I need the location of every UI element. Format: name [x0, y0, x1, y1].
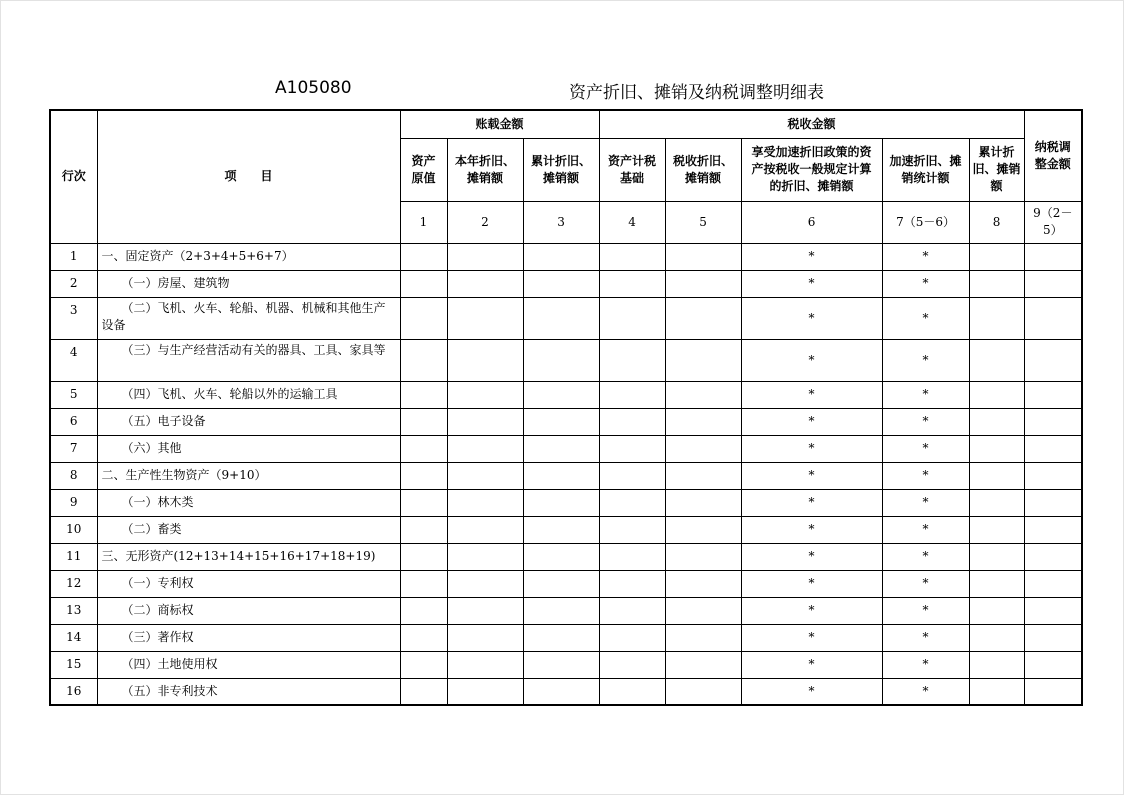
disabled-cell-col-6: *	[741, 297, 882, 339]
row-item-label: （六）其他	[97, 435, 400, 462]
header-col-8-label: 累计折旧、摊销额	[972, 145, 1021, 193]
header-col-6-label: 享受加速折旧政策的资产按税收一般规定计算的折旧、摊销额	[751, 145, 872, 193]
header-col-3-label: 累计折旧、摊销额	[531, 153, 592, 185]
input-cell-col-3[interactable]	[523, 297, 599, 339]
input-cell-col-8[interactable]	[969, 270, 1024, 297]
disabled-cell-col-7: *	[882, 597, 969, 624]
input-cell-col-3[interactable]	[523, 381, 599, 408]
header-tax-adjustment	[1024, 110, 1082, 201]
header-col-1-label: 资产原值	[411, 153, 436, 185]
header-item: 项 目	[97, 110, 400, 243]
header-col-4	[599, 138, 665, 201]
input-cell-col-2[interactable]	[447, 297, 523, 339]
input-cell-col-9[interactable]	[1024, 297, 1082, 339]
col-number-5: 5	[665, 201, 741, 243]
input-cell-col-8[interactable]	[969, 381, 1024, 408]
disabled-cell-col-6: *	[741, 381, 882, 408]
row-item-label: （一）专利权	[97, 570, 400, 597]
input-cell-col-9[interactable]	[1024, 270, 1082, 297]
header-col-2-label: 本年折旧、摊销额	[454, 153, 515, 185]
input-cell-col-1[interactable]	[400, 543, 447, 570]
row-number: 15	[50, 651, 97, 678]
disabled-cell-col-6: *	[741, 243, 882, 270]
row-number: 3	[50, 297, 97, 339]
input-cell-col-1[interactable]	[400, 678, 447, 705]
table-row	[50, 243, 1082, 270]
table-row	[50, 339, 1082, 381]
col-number-9-label: 9（2－5）	[1033, 206, 1073, 237]
row-number: 7	[50, 435, 97, 462]
input-cell-col-8[interactable]	[969, 651, 1024, 678]
input-cell-col-4[interactable]	[599, 339, 665, 381]
table-row	[50, 543, 1082, 570]
input-cell-col-3[interactable]	[523, 339, 599, 381]
table-row	[50, 297, 1082, 339]
row-item-label: 一、固定资产（2+3+4+5+6+7）	[97, 243, 400, 270]
input-cell-col-1[interactable]	[400, 270, 447, 297]
input-cell-col-5[interactable]	[665, 243, 741, 270]
header-tax-amount: 税收金额	[599, 110, 1024, 138]
input-cell-col-1[interactable]	[400, 516, 447, 543]
col-number-3: 3	[523, 201, 599, 243]
input-cell-col-4[interactable]	[599, 597, 665, 624]
col-number-8: 8	[969, 201, 1024, 243]
disabled-cell-col-7: *	[882, 516, 969, 543]
input-cell-col-1[interactable]	[400, 597, 447, 624]
input-cell-col-4[interactable]	[599, 516, 665, 543]
disabled-cell-col-6: *	[741, 489, 882, 516]
header-col-1	[400, 138, 447, 201]
input-cell-col-4[interactable]	[599, 462, 665, 489]
input-cell-col-4[interactable]	[599, 570, 665, 597]
depreciation-table	[49, 109, 1083, 706]
input-cell-col-9[interactable]	[1024, 543, 1082, 570]
input-cell-col-5[interactable]	[665, 297, 741, 339]
input-cell-col-5[interactable]	[665, 270, 741, 297]
input-cell-col-8[interactable]	[969, 570, 1024, 597]
input-cell-col-2[interactable]	[447, 624, 523, 651]
input-cell-col-3[interactable]	[523, 678, 599, 705]
input-cell-col-3[interactable]	[523, 651, 599, 678]
header-book-amount: 账载金额	[400, 110, 599, 138]
disabled-cell-col-6: *	[741, 624, 882, 651]
input-cell-col-2[interactable]	[447, 570, 523, 597]
col-number-7: 7（5－6）	[882, 201, 969, 243]
input-cell-col-1[interactable]	[400, 297, 447, 339]
input-cell-col-4[interactable]	[599, 678, 665, 705]
header-col-8	[969, 138, 1024, 201]
table-row	[50, 516, 1082, 543]
input-cell-col-1[interactable]	[400, 435, 447, 462]
row-item-label: （四）土地使用权	[97, 651, 400, 678]
input-cell-col-3[interactable]	[523, 624, 599, 651]
row-item-label: （一）林木类	[97, 489, 400, 516]
disabled-cell-col-6: *	[741, 408, 882, 435]
input-cell-col-5[interactable]	[665, 381, 741, 408]
input-cell-col-2[interactable]	[447, 339, 523, 381]
disabled-cell-col-6: *	[741, 678, 882, 705]
disabled-cell-col-7: *	[882, 489, 969, 516]
table-row	[50, 597, 1082, 624]
input-cell-col-2[interactable]	[447, 270, 523, 297]
form-code: A105080	[275, 78, 352, 98]
disabled-cell-col-7: *	[882, 651, 969, 678]
disabled-cell-col-6: *	[741, 597, 882, 624]
disabled-cell-col-7: *	[882, 381, 969, 408]
input-cell-col-9[interactable]	[1024, 570, 1082, 597]
input-cell-col-8[interactable]	[969, 408, 1024, 435]
table-row	[50, 462, 1082, 489]
header-col-2	[447, 138, 523, 201]
disabled-cell-col-6: *	[741, 270, 882, 297]
table-row	[50, 570, 1082, 597]
row-number: 13	[50, 597, 97, 624]
input-cell-col-9[interactable]	[1024, 243, 1082, 270]
disabled-cell-col-7: *	[882, 570, 969, 597]
input-cell-col-9[interactable]	[1024, 408, 1082, 435]
col-number-6: 6	[741, 201, 882, 243]
input-cell-col-4[interactable]	[599, 381, 665, 408]
row-item-label: 三、无形资产(12+13+14+15+16+17+18+19)	[97, 543, 400, 570]
table-row	[50, 381, 1082, 408]
input-cell-col-8[interactable]	[969, 597, 1024, 624]
input-cell-col-2[interactable]	[447, 543, 523, 570]
input-cell-col-5[interactable]	[665, 462, 741, 489]
input-cell-col-5[interactable]	[665, 408, 741, 435]
table-row	[50, 270, 1082, 297]
input-cell-col-8[interactable]	[969, 462, 1024, 489]
input-cell-col-8[interactable]	[969, 678, 1024, 705]
row-number: 11	[50, 543, 97, 570]
input-cell-col-8[interactable]	[969, 624, 1024, 651]
input-cell-col-8[interactable]	[969, 435, 1024, 462]
row-number: 2	[50, 270, 97, 297]
row-item-label: （一）房屋、建筑物	[97, 270, 400, 297]
input-cell-col-9[interactable]	[1024, 381, 1082, 408]
row-item-label: （三）著作权	[97, 624, 400, 651]
row-number: 16	[50, 678, 97, 705]
row-number: 9	[50, 489, 97, 516]
input-cell-col-5[interactable]	[665, 597, 741, 624]
input-cell-col-5[interactable]	[665, 570, 741, 597]
header-col-4-label: 资产计税基础	[608, 153, 657, 185]
header-col-6	[741, 138, 882, 201]
input-cell-col-4[interactable]	[599, 408, 665, 435]
input-cell-col-2[interactable]	[447, 462, 523, 489]
disabled-cell-col-7: *	[882, 297, 969, 339]
input-cell-col-9[interactable]	[1024, 597, 1082, 624]
table-row	[50, 435, 1082, 462]
input-cell-col-4[interactable]	[599, 243, 665, 270]
input-cell-col-1[interactable]	[400, 651, 447, 678]
table-row	[50, 489, 1082, 516]
input-cell-col-3[interactable]	[523, 270, 599, 297]
input-cell-col-1[interactable]	[400, 489, 447, 516]
input-cell-col-8[interactable]	[969, 297, 1024, 339]
input-cell-col-9[interactable]	[1024, 678, 1082, 705]
disabled-cell-col-6: *	[741, 462, 882, 489]
input-cell-col-9[interactable]	[1024, 435, 1082, 462]
row-number: 1	[50, 243, 97, 270]
input-cell-col-5[interactable]	[665, 435, 741, 462]
input-cell-col-5[interactable]	[665, 516, 741, 543]
col-number-9	[1024, 201, 1082, 243]
input-cell-col-8[interactable]	[969, 489, 1024, 516]
row-item-label: 二、生产性生物资产（9+10）	[97, 462, 400, 489]
input-cell-col-2[interactable]	[447, 381, 523, 408]
row-number: 12	[50, 570, 97, 597]
header-col-5	[665, 138, 741, 201]
input-cell-col-5[interactable]	[665, 339, 741, 381]
input-cell-col-2[interactable]	[447, 408, 523, 435]
table-row	[50, 408, 1082, 435]
input-cell-col-5[interactable]	[665, 678, 741, 705]
header-tax-adjustment-label: 纳税调整金额	[1034, 139, 1071, 171]
input-cell-col-9[interactable]	[1024, 462, 1082, 489]
disabled-cell-col-7: *	[882, 270, 969, 297]
input-cell-col-5[interactable]	[665, 651, 741, 678]
table-row	[50, 624, 1082, 651]
row-item-label: （二）飞机、火车、轮船、机器、机械和其他生产设备	[97, 297, 400, 339]
col-number-1: 1	[400, 201, 447, 243]
input-cell-col-4[interactable]	[599, 489, 665, 516]
input-cell-col-9[interactable]	[1024, 624, 1082, 651]
input-cell-col-8[interactable]	[969, 339, 1024, 381]
input-cell-col-3[interactable]	[523, 243, 599, 270]
input-cell-col-3[interactable]	[523, 408, 599, 435]
input-cell-col-4[interactable]	[599, 435, 665, 462]
row-item-label: （二）畜类	[97, 516, 400, 543]
disabled-cell-col-7: *	[882, 678, 969, 705]
row-item-label: （二）商标权	[97, 597, 400, 624]
disabled-cell-col-7: *	[882, 543, 969, 570]
disabled-cell-col-7: *	[882, 408, 969, 435]
disabled-cell-col-6: *	[741, 570, 882, 597]
input-cell-col-1[interactable]	[400, 339, 447, 381]
header-col-7	[882, 138, 969, 201]
header-row-no: 行次	[50, 110, 97, 243]
input-cell-col-9[interactable]	[1024, 339, 1082, 381]
row-item-label: （五）电子设备	[97, 408, 400, 435]
row-number: 8	[50, 462, 97, 489]
input-cell-col-1[interactable]	[400, 381, 447, 408]
input-cell-col-3[interactable]	[523, 435, 599, 462]
input-cell-col-3[interactable]	[523, 597, 599, 624]
input-cell-col-9[interactable]	[1024, 516, 1082, 543]
row-number: 5	[50, 381, 97, 408]
input-cell-col-2[interactable]	[447, 489, 523, 516]
disabled-cell-col-6: *	[741, 543, 882, 570]
input-cell-col-1[interactable]	[400, 243, 447, 270]
input-cell-col-2[interactable]	[447, 243, 523, 270]
form-title: 资产折旧、摊销及纳税调整明细表	[569, 83, 824, 103]
disabled-cell-col-6: *	[741, 651, 882, 678]
col-number-2: 2	[447, 201, 523, 243]
input-cell-col-1[interactable]	[400, 570, 447, 597]
input-cell-col-2[interactable]	[447, 678, 523, 705]
input-cell-col-5[interactable]	[665, 489, 741, 516]
input-cell-col-2[interactable]	[447, 435, 523, 462]
disabled-cell-col-7: *	[882, 435, 969, 462]
input-cell-col-5[interactable]	[665, 624, 741, 651]
input-cell-col-9[interactable]	[1024, 651, 1082, 678]
input-cell-col-9[interactable]	[1024, 489, 1082, 516]
input-cell-col-2[interactable]	[447, 516, 523, 543]
input-cell-col-3[interactable]	[523, 516, 599, 543]
table-row	[50, 678, 1082, 705]
input-cell-col-3[interactable]	[523, 462, 599, 489]
input-cell-col-2[interactable]	[447, 651, 523, 678]
row-number: 4	[50, 339, 97, 381]
input-cell-col-4[interactable]	[599, 651, 665, 678]
input-cell-col-2[interactable]	[447, 597, 523, 624]
header-col-5-label: 税收折旧、摊销额	[673, 153, 734, 185]
input-cell-col-1[interactable]	[400, 624, 447, 651]
disabled-cell-col-6: *	[741, 435, 882, 462]
row-number: 10	[50, 516, 97, 543]
input-cell-col-4[interactable]	[599, 624, 665, 651]
row-number: 6	[50, 408, 97, 435]
input-cell-col-4[interactable]	[599, 297, 665, 339]
header-col-7-label: 加速折旧、摊销统计额	[889, 153, 962, 185]
input-cell-col-1[interactable]	[400, 462, 447, 489]
disabled-cell-col-6: *	[741, 339, 882, 381]
input-cell-col-3[interactable]	[523, 543, 599, 570]
col-number-4: 4	[599, 201, 665, 243]
input-cell-col-8[interactable]	[969, 243, 1024, 270]
disabled-cell-col-7: *	[882, 339, 969, 381]
disabled-cell-col-6: *	[741, 516, 882, 543]
row-item-label: （五）非专利技术	[97, 678, 400, 705]
disabled-cell-col-7: *	[882, 624, 969, 651]
input-cell-col-4[interactable]	[599, 270, 665, 297]
input-cell-col-1[interactable]	[400, 408, 447, 435]
row-item-label: （四）飞机、火车、轮船以外的运输工具	[97, 381, 400, 408]
table-row	[50, 651, 1082, 678]
input-cell-col-5[interactable]	[665, 543, 741, 570]
input-cell-col-8[interactable]	[969, 543, 1024, 570]
input-cell-col-4[interactable]	[599, 543, 665, 570]
header-col-3	[523, 138, 599, 201]
disabled-cell-col-7: *	[882, 243, 969, 270]
row-number: 14	[50, 624, 97, 651]
input-cell-col-3[interactable]	[523, 570, 599, 597]
input-cell-col-3[interactable]	[523, 489, 599, 516]
row-item-label: （三）与生产经营活动有关的器具、工具、家具等	[97, 339, 400, 381]
disabled-cell-col-7: *	[882, 462, 969, 489]
input-cell-col-8[interactable]	[969, 516, 1024, 543]
